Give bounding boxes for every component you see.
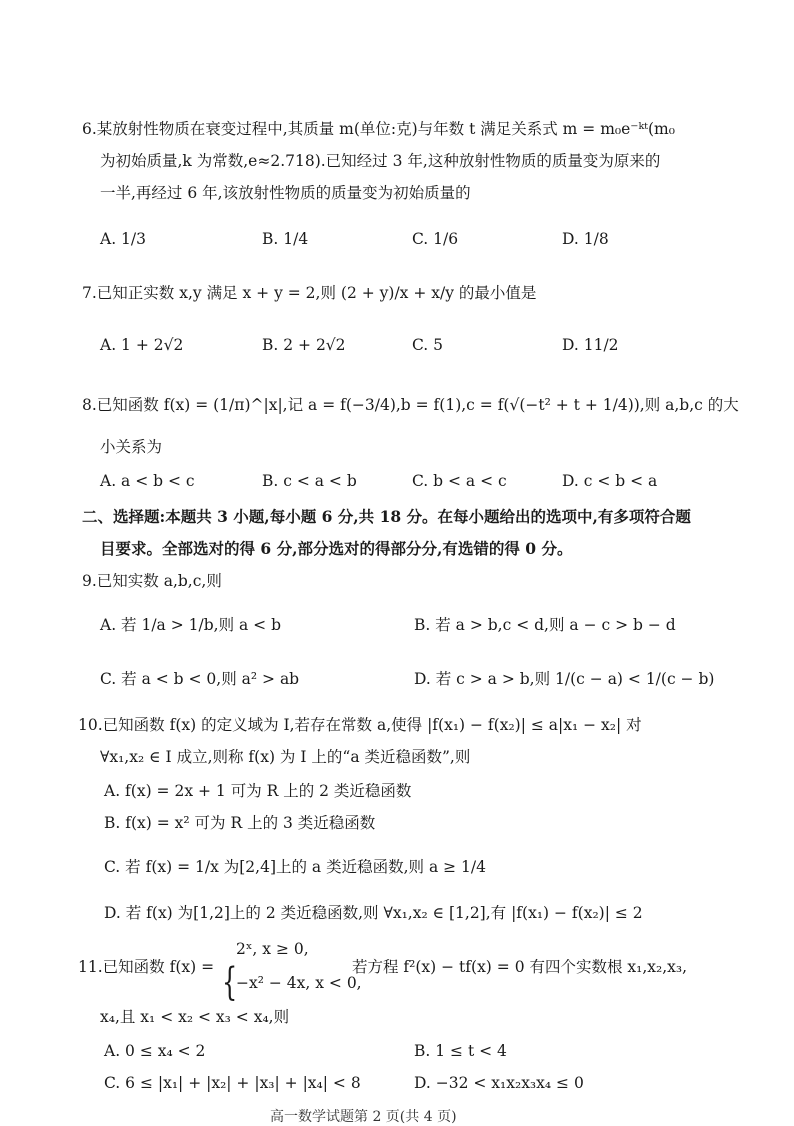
q10-line2: ∀x₁,x₂ ∈ I 成立,则称 f(x) 为 I 上的“a 类近稳函数”,则	[100, 748, 471, 766]
q9-option-a[interactable]: A. 若 1/a > 1/b,则 a < b	[100, 616, 282, 634]
q11-case2: −x² − 4x, x < 0,	[236, 974, 362, 992]
q11-suffix: 若方程 f²(x) − tf(x) = 0 有四个实数根 x₁,x₂,x₃,	[352, 958, 688, 976]
q6-option-b[interactable]: B. 1/4	[262, 230, 309, 248]
q10-option-b[interactable]: B. f(x) = x² 可为 R 上的 3 类近稳函数	[104, 814, 376, 832]
page-footer: 高一数学试题第 2 页(共 4 页)	[270, 1109, 457, 1125]
q8-line2: 小关系为	[100, 438, 163, 456]
q7-stem: 7.已知正实数 x,y 满足 x + y = 2,则 (2 + y)/x + x/y 的最小值是	[82, 284, 537, 302]
q10-option-c[interactable]: C. 若 f(x) = 1/x 为[2,4]上的 a 类近稳函数,则 a ≥ 1/4	[104, 858, 486, 876]
q8-option-b[interactable]: B. c < a < b	[262, 472, 357, 490]
q11-line2: x₄,且 x₁ < x₂ < x₃ < x₄,则	[100, 1008, 290, 1026]
q9-stem: 9.已知实数 a,b,c,则	[82, 572, 222, 590]
q7-option-c[interactable]: C. 5	[412, 336, 444, 354]
q11-case1: 2ˣ, x ≥ 0,	[236, 940, 309, 958]
q11-piecewise-brace: {	[222, 959, 238, 1004]
q8-option-c[interactable]: C. b < a < c	[412, 472, 507, 490]
q10-line1: 10.已知函数 f(x) 的定义域为 I,若存在常数 a,使得 |f(x₁) − f(x₂)| ≤ a|x₁ − x₂| 对	[78, 716, 642, 734]
q6-option-d[interactable]: D. 1/8	[562, 230, 609, 248]
section2-heading-line1: 二、选择题:本题共 3 小题,每小题 6 分,共 18 分。在每小题给出的选项中,有多项符合题	[82, 507, 691, 526]
q8-option-d[interactable]: D. c < b < a	[562, 472, 658, 490]
q11-option-d[interactable]: D. −32 < x₁x₂x₃x₄ ≤ 0	[414, 1074, 584, 1092]
q9-option-d[interactable]: D. 若 c > a > b,则 1/(c − a) < 1/(c − b)	[414, 670, 715, 688]
q7-option-d[interactable]: D. 11/2	[562, 336, 619, 354]
q10-option-d[interactable]: D. 若 f(x) 为[1,2]上的 2 类近稳函数,则 ∀x₁,x₂ ∈ [1,2],有 |f(x₁) − f(x₂)| ≤ 2	[104, 904, 643, 922]
q11-option-b[interactable]: B. 1 ≤ t < 4	[414, 1042, 507, 1060]
section2-heading-line2: 目要求。全部选对的得 6 分,部分选对的得部分分,有选错的得 0 分。	[100, 539, 573, 558]
q10-option-a[interactable]: A. f(x) = 2x + 1 可为 R 上的 2 类近稳函数	[104, 782, 412, 800]
q6-line2: 为初始质量,k 为常数,e≈2.718).已知经过 3 年,这种放射性物质的质量变为原来的	[100, 152, 661, 170]
q8-line1: 8.已知函数 f(x) = (1/π)^|x|,记 a = f(−3/4),b = f(1),c = f(√(−t² + t + 1/4)),则 a,b,c 的大	[82, 396, 739, 414]
q11-option-a[interactable]: A. 0 ≤ x₄ < 2	[104, 1042, 206, 1060]
q11-prefix: 11.已知函数 f(x) =	[78, 958, 215, 976]
q7-option-a[interactable]: A. 1 + 2√2	[100, 336, 184, 354]
q6-option-c[interactable]: C. 1/6	[412, 230, 459, 248]
q8-option-a[interactable]: A. a < b < c	[100, 472, 195, 490]
q7-option-b[interactable]: B. 2 + 2√2	[262, 336, 346, 354]
q9-option-b[interactable]: B. 若 a > b,c < d,则 a − c > b − d	[414, 616, 676, 634]
q6-line3: 一半,再经过 6 年,该放射性物质的质量变为初始质量的	[100, 184, 471, 202]
q11-option-c[interactable]: C. 6 ≤ |x₁| + |x₂| + |x₃| + |x₄| < 8	[104, 1074, 361, 1092]
q6-option-a[interactable]: A. 1/3	[100, 230, 146, 248]
q6-line1: 6.某放射性物质在衰变过程中,其质量 m(单位:克)与年数 t 满足关系式 m = m₀e⁻ᵏᵗ(m₀	[82, 120, 675, 138]
q9-option-c[interactable]: C. 若 a < b < 0,则 a² > ab	[100, 670, 300, 688]
